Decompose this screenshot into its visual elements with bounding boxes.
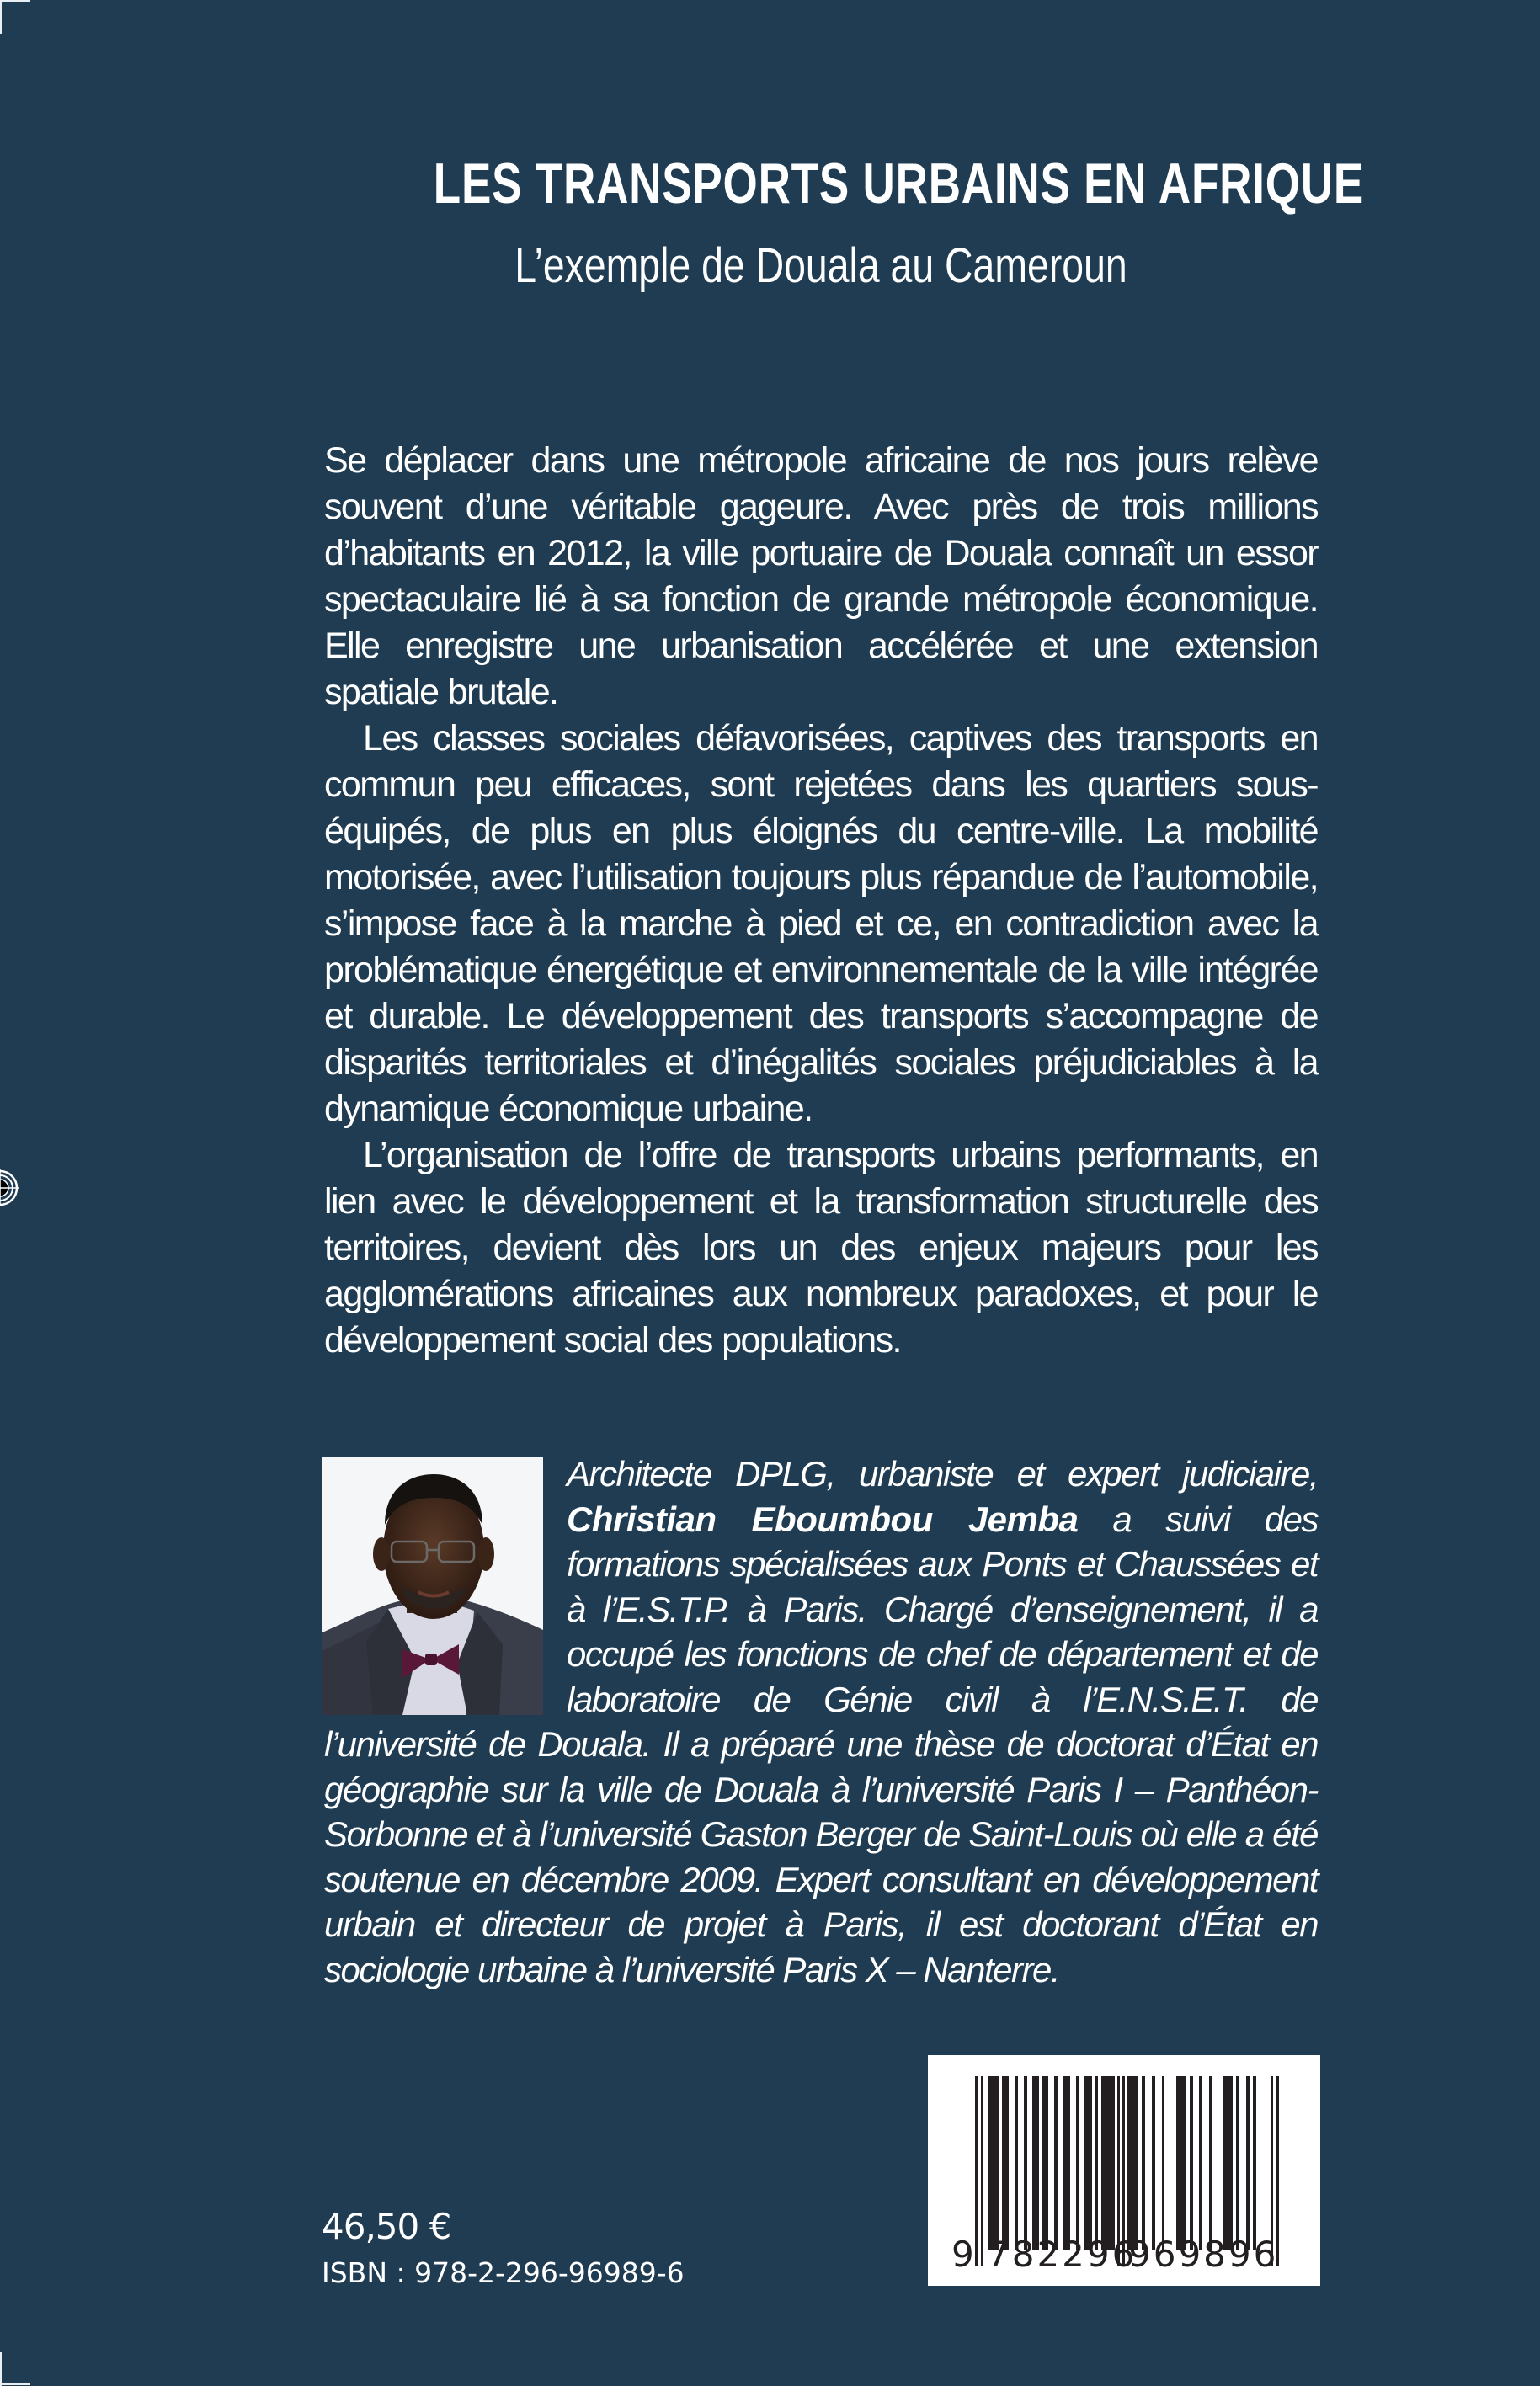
barcode-first-digit: 9 [951,2234,977,2275]
bio-intro: Architecte DPLG, urbaniste et expert judiciaire, [567,1454,1318,1494]
isbn-number: ISBN : 978-2-296-96989-6 [322,2256,685,2289]
barcode-left-digits: 782296 [987,2234,1138,2275]
book-title: LES TRANSPORTS URBAINS EN AFRIQUE [433,152,1365,216]
bio-body: a suivi des formations spécialisées aux Ponts et Chaussées et à l’E.S.T.P. à Paris. Chargé d’enseignement, il a occupé les fonctions de chef de département et de laboratoire de Génie civil à l’E.N.S.E.T. de l’université de Douala. Il a préparé une thèse de doctorat d’État en géographie sur la ville de Douala à l’université Paris I – Panthéon-Sorbonne et à l’université Gaston Berger de Saint-Louis où elle a été soutenue en décembre 2009. Expert consultant en développement urbain et directeur de projet à Paris, il est doctorant d’État en sociologie urbaine à l’université Paris X – Nanterre. [324,1499,1319,1989]
crop-mark-top-left [0,0,30,2]
author-bio [324,1451,1318,1992]
back-cover-blurb [324,438,1318,1364]
registration-mark-icon [0,1169,19,1206]
blurb-paragraph-3: L’organisation de l’offre de transports urbains performants, en lien avec le développement et la transformation structurelle des territoires, devient dès lors un des enjeux majeurs pour les agglomérations africaines aux nombreux paradoxes, et pour le développement social des populations. [324,1135,1318,1361]
book-price: 46,50 € [322,2206,451,2247]
book-subtitle: L’exemple de Douala au Cameroun [514,238,1127,293]
barcode-right-digits: 969896 [1128,2234,1279,2275]
crop-mark-bottom-left-vertical [0,2352,2,2386]
crop-mark-top-left-vertical [0,0,2,34]
author-name: Christian Eboumbou Jemba [567,1499,1079,1539]
photo-spacer [324,1451,567,1719]
blurb-paragraph-1: Se déplacer dans une métropole africaine de nos jours relève souvent d’une véritable gageure. Avec près de trois millions d’habitants en 2012, la ville portuaire de Douala connaît un essor spectaculaire lié à sa fonction de grande métropole économique. Elle enregistre une urbanisation accélérée et une extension spatiale brutale. [324,440,1318,712]
crop-mark-bottom-left [0,2383,30,2385]
blurb-paragraph-2: Les classes sociales défavorisées, captives des transports en commun peu efficaces, sont rejetées dans les quartiers sous-équipés, de plus en plus éloignés du centre-ville. La mobilité motorisée, avec l’utilisation toujours plus répandue de l’automobile, s’impose face à la marche à pied et ce, en contradiction avec la problématique énergétique et environnementale de la ville intégrée et durable. Le développement des transports s’accompagne de disparités territoriales et d’inégalités sociales préjudiciables à la dynamique économique urbaine. [324,718,1318,1129]
